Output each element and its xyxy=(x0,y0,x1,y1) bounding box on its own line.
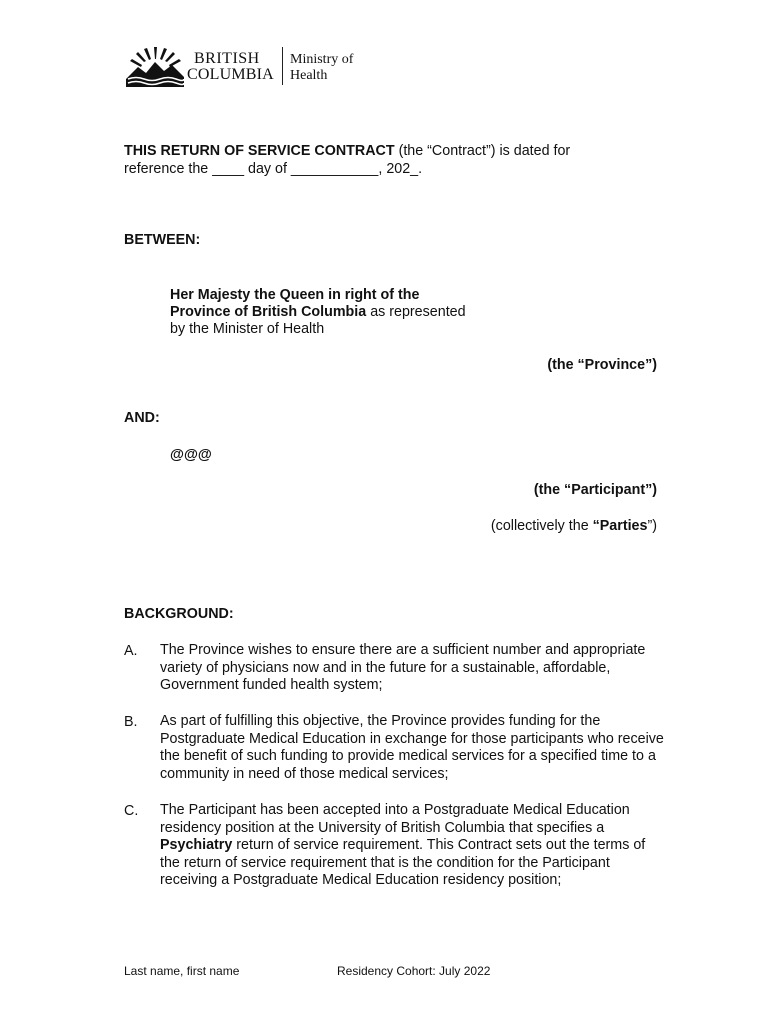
background-item-a: The Province wishes to ensure there are a sufficient number and appropriate variety of physicians now and in the future for a sustainable, affordable, Government funded health system; xyxy=(160,642,646,694)
and-heading: AND: xyxy=(124,410,160,426)
background-item-b: As part of fulfilling this objective, the Province provides funding for the Postgraduate Medical Education in exchange for those participants who receive the benefit of such funding to provide medical services for a specified time to a community in need of those medical services; xyxy=(160,713,664,782)
province-line-1: Her Majesty the Queen in right of the xyxy=(170,287,420,303)
province-name: Province of British Columbia xyxy=(170,304,367,320)
logo-ministry-of: Ministry of xyxy=(290,52,354,67)
intro-rest: (the “Contract”) is dated for xyxy=(394,143,571,159)
background-letter-b: B. xyxy=(124,714,138,730)
background-item-c xyxy=(160,802,665,890)
province-label: (the “Province”) xyxy=(547,357,657,373)
logo-columbia: COLUMBIA xyxy=(187,66,274,83)
background-item-c-specialty: Psychiatry xyxy=(160,837,233,854)
participant-name: @@@ xyxy=(170,447,212,463)
footer-name: Last name, first name xyxy=(124,964,240,978)
logo-british: BRITISH xyxy=(194,50,260,67)
collective-post: ”) xyxy=(647,518,657,534)
province-represented: as represented xyxy=(366,304,466,320)
background-letter-a: A. xyxy=(124,643,138,659)
collective-parties: “Parties xyxy=(592,518,648,534)
background-letter-c: C. xyxy=(124,803,139,819)
footer-cohort: Residency Cohort: July 2022 xyxy=(337,964,491,978)
intro-line-2: reference the ____ day of ___________, 202_. xyxy=(124,161,423,177)
province-line-3: by the Minister of Health xyxy=(170,321,325,337)
background-item-c-pre: The Participant has been accepted into a Postgraduate Medical Education residency position at the University of British Columbia that specifies a xyxy=(160,802,630,836)
intro-bold-title: THIS RETURN OF SERVICE CONTRACT xyxy=(124,143,395,159)
collective-pre: (collectively the xyxy=(490,518,593,534)
logo-divider xyxy=(282,47,283,85)
participant-label: (the “Participant”) xyxy=(533,482,657,498)
background-heading: BACKGROUND: xyxy=(124,606,234,622)
bc-sun-logo-icon xyxy=(124,43,186,87)
intro-line-1 xyxy=(124,142,570,160)
collective-label xyxy=(400,517,657,535)
province-line-2 xyxy=(170,303,466,321)
bc-government-logo xyxy=(124,43,364,87)
background-item-c-post: return of service requirement. This Contract sets out the terms of the return of service requirement that is the condition for the Participant receiving a Postgraduate Medical Education residency position; xyxy=(160,837,646,889)
logo-health: Health xyxy=(290,68,328,83)
between-heading: BETWEEN: xyxy=(124,232,201,248)
